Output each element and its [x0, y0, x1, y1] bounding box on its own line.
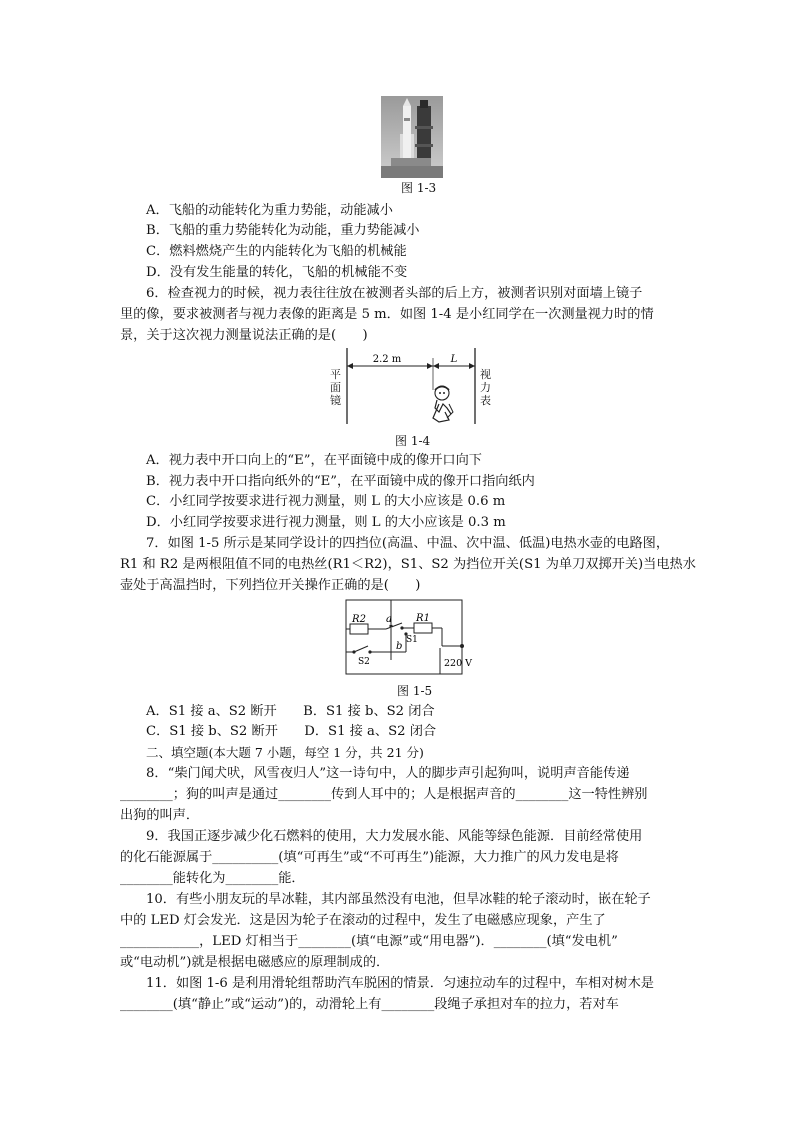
q10-text-line-1: 10．有些小朋友玩的旱冰鞋，其内部虽然没有电池，但旱冰鞋的轮子滚动时，嵌在轮子: [146, 892, 651, 907]
q11-text-line-2: ________(填“静止”或“运动”)的，动滑轮上有________段绳子承担对车的拉力，若对车: [120, 997, 619, 1012]
q6-text-line-2: 里的像，要求被测者与视力表像的距离是 5 m．如图 1-4 是小红同学在一次测量视力时的情: [120, 307, 654, 322]
q10-text-line-2: 中的 LED 灯会发光．这是因为轮子在滚动的过程中，发生了电磁感应现象，产生了: [120, 913, 606, 928]
q9-text-line-2: 的化石能源属于__________(填“可再生”或“不可再生”)能源，大力推广的风力发电是将: [120, 850, 619, 865]
rocket-launch-photo: [381, 96, 443, 178]
q7-text-line-1: 7．如图 1-5 所示是某同学设计的四挡位(高温、中温、次中温、低温)电热水壶的电路图，: [146, 536, 670, 551]
q9-text-line-1: 9．我国正逐步减少化石燃料的使用，大力发展水能、风能等绿色能源．目前经常使用: [146, 829, 643, 844]
fig-1-4-caption: 图 1-4: [395, 434, 431, 448]
kettle-circuit-diagram: [340, 594, 480, 680]
q5-option-a: A．飞船的动能转化为重力势能，动能减小: [146, 203, 393, 218]
voltage-label: 220 V: [444, 658, 473, 669]
q5-option-d: D．没有发生能量的转化，飞船的机械能不变: [146, 265, 408, 280]
q5-option-b: B．飞船的重力势能转化为动能，重力势能减小: [146, 223, 420, 238]
q10-text-line-4: 或“电动机”)就是根据电磁感应的原理制成的．: [120, 955, 390, 970]
q7-options-row-2: C．S1 接 b、S2 断开 D．S1 接 a、S2 闭合: [146, 724, 437, 739]
r1-label: R1: [416, 613, 430, 624]
section-2-heading: 二、填空题(本大题 7 小题，每空 1 分，共 21 分): [146, 745, 424, 760]
q7-options-row-1: A．S1 接 a、S2 断开 B．S1 接 b、S2 闭合: [146, 704, 435, 719]
q5-option-c: C．燃料燃烧产生的内能转化为飞船的机械能: [146, 244, 407, 259]
q6-option-c: C．小红同学按要求进行视力测量，则 L 的大小应该是 0.6 m: [146, 494, 506, 509]
q7-text-line-2: R1 和 R2 是两根阻值不同的电热丝(R1＜R2)，S1、S2 为挡位开关(S1 为单刀双掷开关)当电热水: [120, 557, 696, 572]
mirror-label: 平面镜: [330, 368, 341, 407]
q7-text-line-3: 壶处于高温挡时，下列挡位开关操作正确的是( ): [120, 578, 421, 593]
q8-text-line-2: ________；狗的叫声是通过________传到人耳中的；人是根据声音的________这一特性辨别: [120, 787, 648, 802]
q8-text-line-3: 出狗的叫声．: [120, 808, 200, 823]
q11-text-line-1: 11．如图 1-6 是利用滑轮组帮助汽车脱困的情景．匀速拉动车的过程中，车相对树木是: [146, 976, 654, 991]
q9-text-line-3: ________能转化为________能．: [120, 871, 305, 886]
distance-label: 2.2 m: [372, 354, 402, 365]
chart-label: 视力表: [480, 368, 491, 407]
a-label: a: [386, 614, 392, 625]
fig-1-3-caption: 图 1-3: [401, 181, 437, 195]
q6-option-b: B．视力表中开口指向纸外的“E”，在平面镜中成的像开口指向纸内: [146, 474, 535, 489]
q6-option-d: D．小红同学按要求进行视力测量，则 L 的大小应该是 0.3 m: [146, 515, 506, 530]
q8-text-line-1: 8．“柴门闻犬吠，风雪夜归人”这一诗句中，人的脚步声引起狗叫，说明声音能传递: [146, 766, 630, 781]
s1-label: S1: [406, 635, 418, 645]
r2-label: R2: [352, 614, 366, 625]
q6-text-line-3: 景，关于这次视力测量说法正确的是( ): [120, 328, 368, 343]
q6-option-a: A．视力表中开口向上的“E”，在平面镜中成的像开口向下: [146, 453, 482, 468]
q6-text-line-1: 6．检查视力的时候，视力表往往放在被测者头部的后上方，被测者识别对面墙上镜子: [146, 286, 643, 301]
fig-1-5-caption: 图 1-5: [397, 684, 433, 698]
b-label: b: [396, 641, 403, 652]
l-label: L: [450, 354, 458, 365]
eye-test-diagram: [325, 346, 485, 430]
q10-text-line-3: ____________，LED 灯相当于________(填“电源”或“用电器”)．________(填“发电机”: [120, 934, 618, 949]
s2-label: S2: [358, 657, 370, 667]
